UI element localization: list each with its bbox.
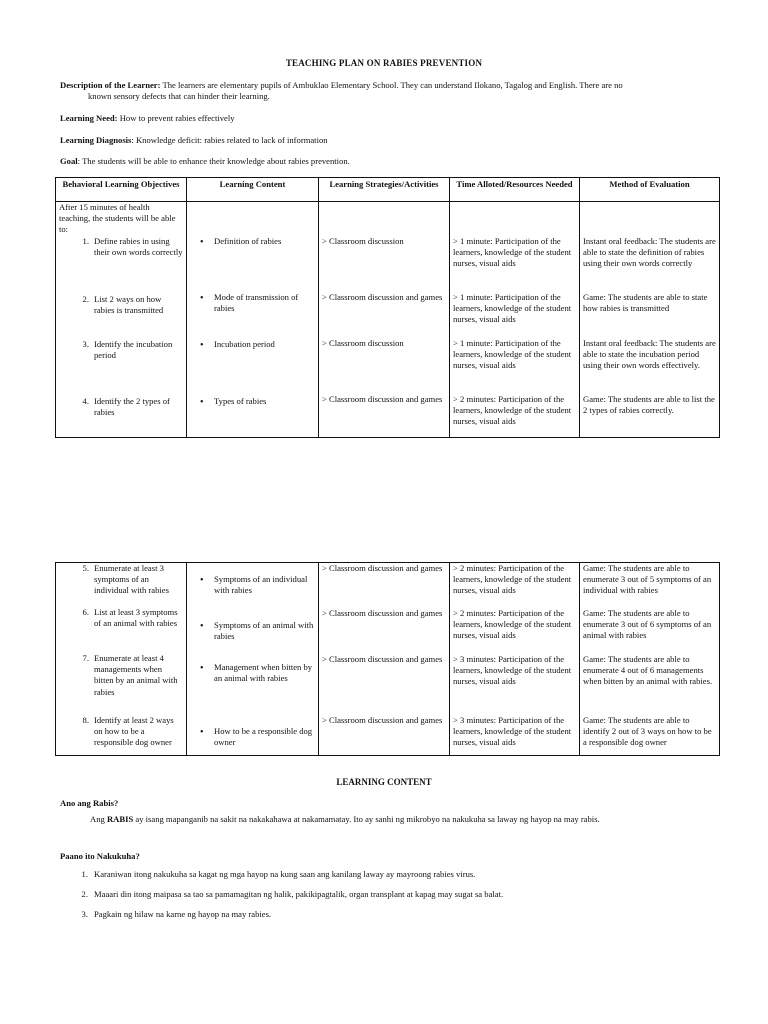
table-row [56, 563, 720, 756]
learner-label: Description of the Learner [60, 80, 158, 90]
content-item: • Mode of transmission of rabies [190, 292, 315, 339]
content-item: • Symptoms of an individual with rabies [190, 574, 315, 620]
objective-item: 5. Enumerate at least 3 symptoms of an individual with rabies [82, 563, 169, 596]
learning-diagnosis: Learning Diagnosis: Knowledge deficit: rabies related to lack of information [60, 135, 328, 145]
time-item: > 3 minutes: Participation of the learners, knowledge of the student nurses, visual aids [453, 654, 572, 687]
diagnosis-text: Knowledge deficit: rabies related to lack of information [135, 135, 328, 145]
list-item: 1. Karaniwan itong nakukuha sa kagat ng mga hayop na kung saan ang kanilang laway ay mayroong rabies virus. [81, 869, 476, 879]
need-text: How to prevent rabies effectively [119, 113, 235, 123]
goal-label: Goal [60, 156, 78, 166]
evaluation-item: Game: The students are able to identify 2 out of 3 ways on how to be a responsible dog owner [583, 715, 712, 748]
header-evaluation: Method of Evaluation [580, 178, 720, 202]
content-item: • Symptoms of an animal with rabies [190, 620, 315, 662]
evaluation-cell [580, 202, 720, 438]
objective-item: 6. List at least 3 symptoms of an animal with rabies [82, 607, 178, 629]
time-cell [450, 202, 580, 438]
teaching-plan-table-part2 [55, 562, 720, 756]
objectives-cell [56, 202, 187, 438]
goal-text: The students will be able to enhance their knowledge about rabies prevention. [82, 156, 350, 166]
content-item: • Definition of rabies [190, 236, 315, 292]
table-row [56, 202, 720, 438]
evaluation-item: Instant oral feedback: The students are able to state the incubation period using their own words effectively. [583, 338, 716, 371]
learner-text: The learners are elementary pupils of Ambuklao Elementary School. They can understand Ilokano, Tagalog and English. There are no [162, 80, 623, 90]
diagnosis-label: Learning Diagnosis [60, 135, 132, 145]
evaluation-item: Game: The students are able to list the 2 types of rabies correctly. [583, 394, 715, 416]
header-objectives: Behavioral Learning Objectives [56, 178, 187, 202]
time-item: > 1 minute: Participation of the learners, knowledge of the student nurses, visual aids [453, 338, 572, 371]
learner-description: Description of the Learner: The learners are elementary pupils of Ambuklao Elementary School. They can understand Ilokano, Tagalog and English. There are no known sensory defects that can hinder their learning. [60, 80, 710, 102]
evaluation-item: Game: The students are able to enumerate 4 out of 6 managements when bitten by an animal with rabies. [583, 654, 713, 687]
table-header-row [56, 178, 720, 202]
objective-item: 4. Identify the 2 types of rabies [82, 395, 170, 417]
learning-content-heading: LEARNING CONTENT [336, 777, 432, 787]
learner-text-continued: known sensory defects that can hinder their learning. [88, 91, 270, 102]
strategy-item: > Classroom discussion [322, 236, 404, 246]
objective-item: 3. Identify the incubation period [82, 338, 173, 360]
content-item: • Types of rabies [190, 396, 315, 409]
time-item: > 2 minutes: Participation of the learners, knowledge of the student nurses, visual aids [453, 394, 572, 427]
time-cell [450, 563, 580, 756]
objectives-intro: After 15 minutes of health teaching, the students will be able to: [59, 202, 176, 235]
content-item: • Management when bitten by an animal with rabies [190, 662, 315, 726]
header-strategies: Learning Strategies/Activities [319, 178, 450, 202]
question-how-transmitted: Paano ito Nakukuha? [60, 851, 140, 861]
need-label: Learning Need [60, 113, 115, 123]
strategy-item: > Classroom discussion [322, 338, 404, 348]
strategy-cell [319, 563, 450, 756]
strategy-item: > Classroom discussion and games [322, 608, 443, 618]
strategy-item: > Classroom discussion and games [322, 563, 443, 573]
content-item: • Incubation period [190, 339, 315, 396]
document-title: TEACHING PLAN ON RABIES PREVENTION [285, 58, 483, 68]
list-item: 3. Pagkain ng hilaw na karne ng hayop na may rabies. [81, 909, 272, 920]
strategy-item: > Classroom discussion and games [322, 394, 443, 404]
strategy-item: > Classroom discussion and games [322, 654, 443, 664]
teaching-plan-table-part1 [55, 177, 720, 438]
content-cell [187, 202, 319, 438]
evaluation-item: Game: The students are able to state how rabies is transmitted [583, 292, 708, 314]
strategy-cell [319, 202, 450, 438]
evaluation-cell [580, 563, 720, 756]
evaluation-item: Game: The students are able to enumerate 3 out of 6 symptoms of an animal with rabies [583, 608, 712, 641]
list-item: 2. Maaari din itong maipasa sa tao sa pamamagitan ng halik, pakikipagtalik, organ transplant at kapag may sugat sa balat. [81, 889, 504, 900]
content-item: • How to be a responsible dog owner [190, 726, 315, 748]
learning-need: Learning Need: How to prevent rabies effectively [60, 113, 235, 123]
objective-item: 1. Define rabies in using their own words correctly [82, 235, 183, 257]
question-what-is-rabies: Ano ang Rabis? [60, 798, 119, 808]
objectives-cell [56, 563, 187, 756]
answer-what-is-rabies: Ang RABIS ay isang mapanganib na sakit na nakakahawa at nakamamatay. Ito ay sanhi ng mikrobyo na nakukuha sa laway ng hayop na may rabis. [90, 814, 600, 824]
time-item: > 2 minutes: Participation of the learners, knowledge of the student nurses, visual aids [453, 608, 572, 641]
header-content: Learning Content [187, 178, 319, 202]
time-item: > 2 minutes: Participation of the learners, knowledge of the student nurses, visual aids [453, 563, 572, 596]
transmission-list [60, 869, 720, 930]
objective-item: 8. Identify at least 2 ways on how to be a responsible dog owner [82, 715, 174, 748]
rabis-term: RABIS [106, 814, 134, 824]
objective-item: 7. Enumerate at least 4 managements when bitten by an animal with rabies [82, 653, 178, 697]
strategy-item: > Classroom discussion and games [322, 715, 443, 725]
time-item: > 1 minute: Participation of the learners, knowledge of the student nurses, visual aids [453, 292, 572, 325]
time-item: > 1 minute: Participation of the learners, knowledge of the student nurses, visual aids [453, 236, 572, 269]
evaluation-item: Instant oral feedback: The students are able to state the definition of rabies using their own words correctly [583, 236, 716, 269]
strategy-item: > Classroom discussion and games [322, 292, 443, 302]
time-item: > 3 minutes: Participation of the learners, knowledge of the student nurses, visual aids [453, 715, 572, 748]
header-time: Time Alloted/Resources Needed [450, 178, 580, 202]
goal: Goal: The students will be able to enhance their knowledge about rabies prevention. [60, 156, 350, 166]
content-cell [187, 563, 319, 756]
evaluation-item: Game: The students are able to enumerate 3 out of 5 symptoms of an individual with rabies [583, 563, 712, 596]
objective-item: 2. List 2 ways on how rabies is transmitted [82, 293, 164, 315]
